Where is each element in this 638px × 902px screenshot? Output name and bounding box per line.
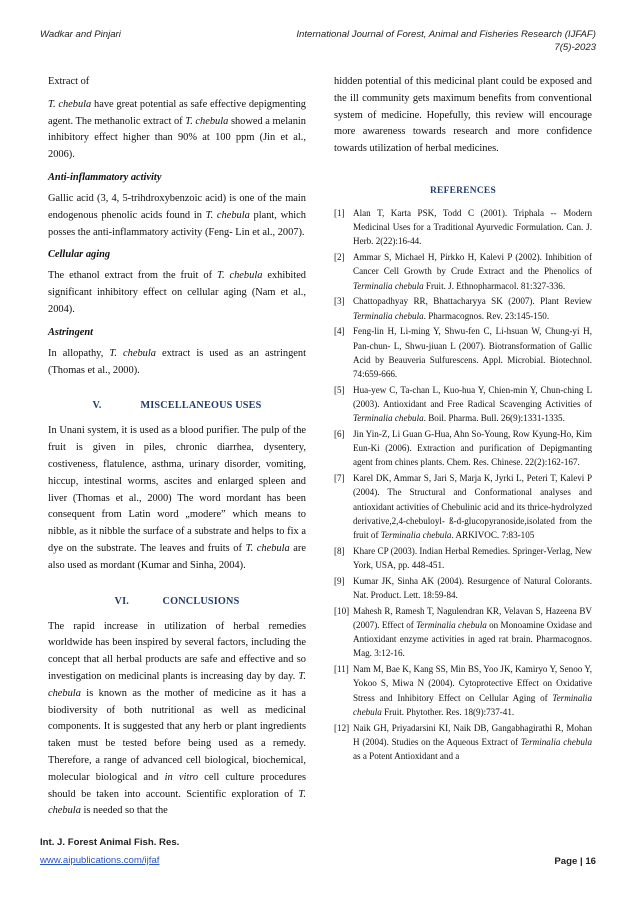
text-run: Karel DK, Ammar S, Jari S, Marja K, Jyrki L, Peteri T, Kalevi P (2004). The Structural and Conformational analyses and antioxidant activities of Chebulinic acid and its thrice-hydrolyzed derivative,2,4-chebuloyl- ß-d-glucopyranoside,isolated from the fruit of bbox=[353, 473, 592, 541]
paragraph-astringent bbox=[48, 346, 306, 380]
running-header-journal bbox=[296, 28, 596, 54]
section-title: CONCLUSIONS bbox=[162, 595, 240, 607]
paragraph-conclusions bbox=[48, 619, 306, 821]
section-heading-miscellaneous bbox=[48, 399, 306, 413]
text-run: Kumar JK, Sinha AK (2004). Resurgence of Natural Colorants. Nat. Product. Lett. 18:59-84. bbox=[353, 575, 592, 601]
text-run: The rapid increase in utilization of herbal remedies worldwide has been inspired by several factors, including the concept that all herbal products are safe and effective and so investigation on medicinal plants is increasing day by day. bbox=[48, 620, 306, 682]
footer bbox=[40, 836, 179, 869]
reference-item bbox=[334, 250, 592, 293]
italic-term: T. chebula bbox=[205, 209, 250, 221]
italic-term: T. chebula bbox=[245, 542, 290, 554]
reference-number: [3] bbox=[334, 296, 345, 307]
reference-text bbox=[353, 250, 592, 293]
section-heading-conclusions bbox=[48, 595, 306, 609]
footer-url-link[interactable]: www.aipublications.com/ijfaf bbox=[40, 855, 160, 866]
text-run: are also used as mordant (Kumar and Sinha, 2004). bbox=[48, 542, 306, 571]
section-number: V. bbox=[92, 400, 102, 412]
left-column bbox=[48, 74, 306, 820]
text-run: Alan T, Karta PSK, Todd C (2001). Triphala -- Modern Medicinal Uses for a Traditional Ayurvedic Formulation. Can. J. Herb. 2(22):16-44. bbox=[353, 207, 592, 247]
text-run: . ARKIVOC. 7:83-105 bbox=[451, 530, 535, 541]
right-column bbox=[334, 74, 592, 765]
reference-number: [8] bbox=[334, 545, 345, 556]
reference-item bbox=[334, 206, 592, 249]
text-run: Mahesh R, Ramesh T, Nagulendran KR, Velavan S, Hazeena BV (2007). Effect of bbox=[353, 605, 592, 631]
reference-number: [12] bbox=[334, 722, 350, 733]
text-run: is known as the mother of medicine as it has a biodiversity of both nutritional as well as medicinal components. It is suggested that any herb or plant ingredients taken must be tested before being used as a remedy. Therefore, a range of advanced cell biological, biochemical, molecular biological and bbox=[48, 687, 306, 783]
journal-volume: 7(5)-2023 bbox=[554, 42, 596, 53]
italic-term: T. chebula bbox=[48, 670, 306, 699]
reference-text bbox=[353, 427, 592, 470]
footer-journal: Int. J. Forest Animal Fish. Res. bbox=[40, 837, 180, 848]
paragraph-conclusions-continued: hidden potential of this medicinal plant could be exposed and the ill community gets maximum benefits from conventional system of medicine. Hopefully, this review will encourage more awareness towards research and more confidence towards utilization of herbal medicines. bbox=[334, 76, 592, 155]
reference-item bbox=[334, 604, 592, 661]
italic-term: T. chebula bbox=[185, 115, 229, 127]
reference-number: [1] bbox=[334, 207, 345, 218]
reference-number: [6] bbox=[334, 429, 345, 439]
reference-item bbox=[334, 471, 592, 542]
text-run: Nam M, Bae K, Kang SS, Min BS, Yoo JK, Kamiryo Y, Senoo Y, Yokoo S, Miwa N (2004). Cytoprotective Effect on Oxidative Stress and Inhibitory Effect on Cellular Aging of bbox=[353, 664, 592, 703]
italic-term: T. chebula bbox=[48, 98, 92, 110]
paragraph-depigmenting bbox=[48, 97, 306, 164]
page-number: Page | 16 bbox=[554, 856, 596, 867]
reference-text bbox=[353, 471, 592, 542]
text-run: is needed so that the bbox=[80, 805, 168, 817]
paragraph-anti-inflammatory bbox=[48, 191, 306, 241]
italic-term: T. chebula bbox=[109, 347, 156, 359]
text-run: extract is used as an astringent (Thomas et al., 2000). bbox=[48, 347, 306, 376]
text-run: Fruit. J. Ethnopharmacol. 81:327-336. bbox=[423, 280, 566, 291]
reference-text bbox=[353, 574, 592, 602]
text-run: In allopathy, bbox=[48, 347, 110, 359]
reference-number: [11] bbox=[334, 664, 349, 675]
text-run: on Monoamine Oxidase and Antioxidant enzyme activities in aged rat brain. Pharmacognos. Mag. 3:12-16. bbox=[353, 620, 592, 659]
text-run: Khare CP (2003). Indian Herbal Remedies. Springer-Verlag, New York, USA, pp. 448-451. bbox=[353, 545, 592, 571]
reference-number: [5] bbox=[334, 384, 345, 395]
reference-text bbox=[353, 294, 592, 322]
text-run: Jin Yin-Z, Li Guan G-Hua, Ahn So-Young, Row Kyung-Ho, Kim Eun-Ki (2006). Extraction and purification of Depigmanting agent from chines plants. Chem. Res. Chinese. 22(2):162-167. bbox=[353, 429, 592, 468]
italic-term: T. chebula bbox=[216, 270, 263, 282]
running-header-authors: Wadkar and Pinjari bbox=[40, 29, 121, 40]
italic-term: Terminalia chebula bbox=[353, 310, 424, 321]
subheading-cellular-aging: Cellular aging bbox=[48, 249, 111, 261]
text-run: plant, which posses the anti-inflammatory activity (Feng- Lin et al., 2007). bbox=[48, 209, 306, 238]
subheading-anti-inflammatory: Anti-inflammatory activity bbox=[48, 171, 162, 183]
text-run: The ethanol extract from the fruit of bbox=[48, 270, 217, 282]
text-run: have great potential as safe effective depigmenting agent. The methanolic extract of bbox=[48, 98, 306, 127]
reference-text bbox=[353, 721, 592, 764]
text-run: Ammar S, Michael H, Pirkko H, Kalevi P (2002). Inhibition of Cancer Cell Growth by Crude Extract and the Phenolics of bbox=[353, 252, 592, 277]
section-number: VI. bbox=[114, 595, 129, 607]
reference-text bbox=[353, 383, 592, 426]
reference-text bbox=[353, 604, 592, 661]
reference-item bbox=[334, 427, 592, 470]
references-heading: REFERENCES bbox=[429, 185, 497, 196]
section-title: MISCELLANEOUS USES bbox=[140, 400, 262, 412]
italic-term: Terminalia chebula bbox=[416, 620, 487, 631]
reference-text bbox=[353, 324, 592, 381]
italic-term: in vitro bbox=[164, 771, 199, 783]
reference-item bbox=[334, 383, 592, 426]
reference-item bbox=[334, 662, 592, 719]
italic-term: Terminalia chebula bbox=[520, 736, 592, 747]
reference-list bbox=[334, 206, 592, 763]
text-run: as a Potent Antioxidant and a bbox=[353, 751, 460, 762]
italic-term: Terminalia chebula bbox=[380, 530, 452, 541]
text-run: showed a melanin inhibitory effect higher than 90% at 100 ppm (Jin et al., 2006). bbox=[48, 115, 306, 161]
reference-text bbox=[353, 662, 592, 719]
text-run: Fruit. Phytother. Res. 18(9):737-41. bbox=[381, 706, 515, 717]
text-run: cell culture procedures should be taken into account. Scientific exploration of bbox=[48, 771, 306, 800]
text-run: . Boil. Pharma. Bull. 26(9):1331-1335. bbox=[423, 413, 565, 424]
paragraph-cellular-aging bbox=[48, 268, 306, 318]
paragraph-miscellaneous bbox=[48, 423, 306, 574]
text-run: Feng-lin H, Li-ming Y, Shwu-fen C, Li-hsuan W, Chung-yi H, Pan-chun- L, Shwu-jiuan L (2007). Biotransformation of Gallic Acid by Beauveria Sulfurescens. Appl. Microbial. Biotechnol. 74:659-666. bbox=[353, 326, 592, 379]
reference-item bbox=[334, 294, 592, 322]
reference-number: [4] bbox=[334, 326, 345, 337]
italic-term: T. chebula bbox=[48, 788, 306, 817]
italic-term: Terminalia chebula bbox=[353, 413, 424, 424]
reference-text bbox=[353, 544, 592, 572]
reference-number: [9] bbox=[334, 575, 345, 586]
italic-term: Terminalia chebula bbox=[353, 692, 592, 717]
reference-item bbox=[334, 544, 592, 572]
text-run: exhibited significant inhibitory effect on cellular aging (Nam et al., 2004). bbox=[48, 270, 307, 315]
text-run: Gallic acid (3, 4, 5-trihdroxybenzoic acid) is one of the main endogenous phenolic acids found in bbox=[48, 192, 306, 221]
reference-number: [10] bbox=[334, 605, 350, 616]
text-run: Chattopadhyay RR, Bhattacharyya SK (2007). Plant Review bbox=[353, 296, 592, 307]
text-run: In Unani system, it is used as a blood purifier. The pulp of the fruit is given in piles, chronic diarrhea, dysentery, costiveness, flatulence, asthma, urinary disorder, vomiting, hiccup, intestinal worms, ascites and enlarged spleen and liver (Thomas et al., 2000) The word mordant has been consequent from Latin word „modere” which means to nibble, as it nibble the surface of a substrate and helps to fix a dye on the substrate. The leaves and fruits of bbox=[48, 425, 306, 554]
reference-number: [2] bbox=[334, 252, 345, 263]
reference-item bbox=[334, 721, 592, 764]
reference-text bbox=[353, 206, 592, 249]
text-run: . Pharmacognos. Rev. 23:145-150. bbox=[423, 310, 550, 321]
subheading-astringent: Astringent bbox=[48, 326, 94, 338]
paragraph-extract-of: Extract of bbox=[48, 76, 90, 87]
journal-name: International Journal of Forest, Animal and Fisheries Research (IJFAF) bbox=[296, 29, 596, 40]
italic-term: Terminalia chebula bbox=[353, 280, 424, 291]
text-run: Naik GH, Priyadarsini KI, Naik DB, Gangabhagirathi R, Mohan H (2004). Studies on the Aqueous Extract of bbox=[353, 722, 592, 747]
text-run: Hua-yew C, Ta-chan L, Kuo-hua Y, Chien-min Y, Chun-ching L (2003). Antioxidant and Free Radical Scavenging Activities of bbox=[353, 384, 592, 409]
reference-item bbox=[334, 574, 592, 602]
reference-number: [7] bbox=[334, 473, 345, 484]
reference-item bbox=[334, 324, 592, 381]
